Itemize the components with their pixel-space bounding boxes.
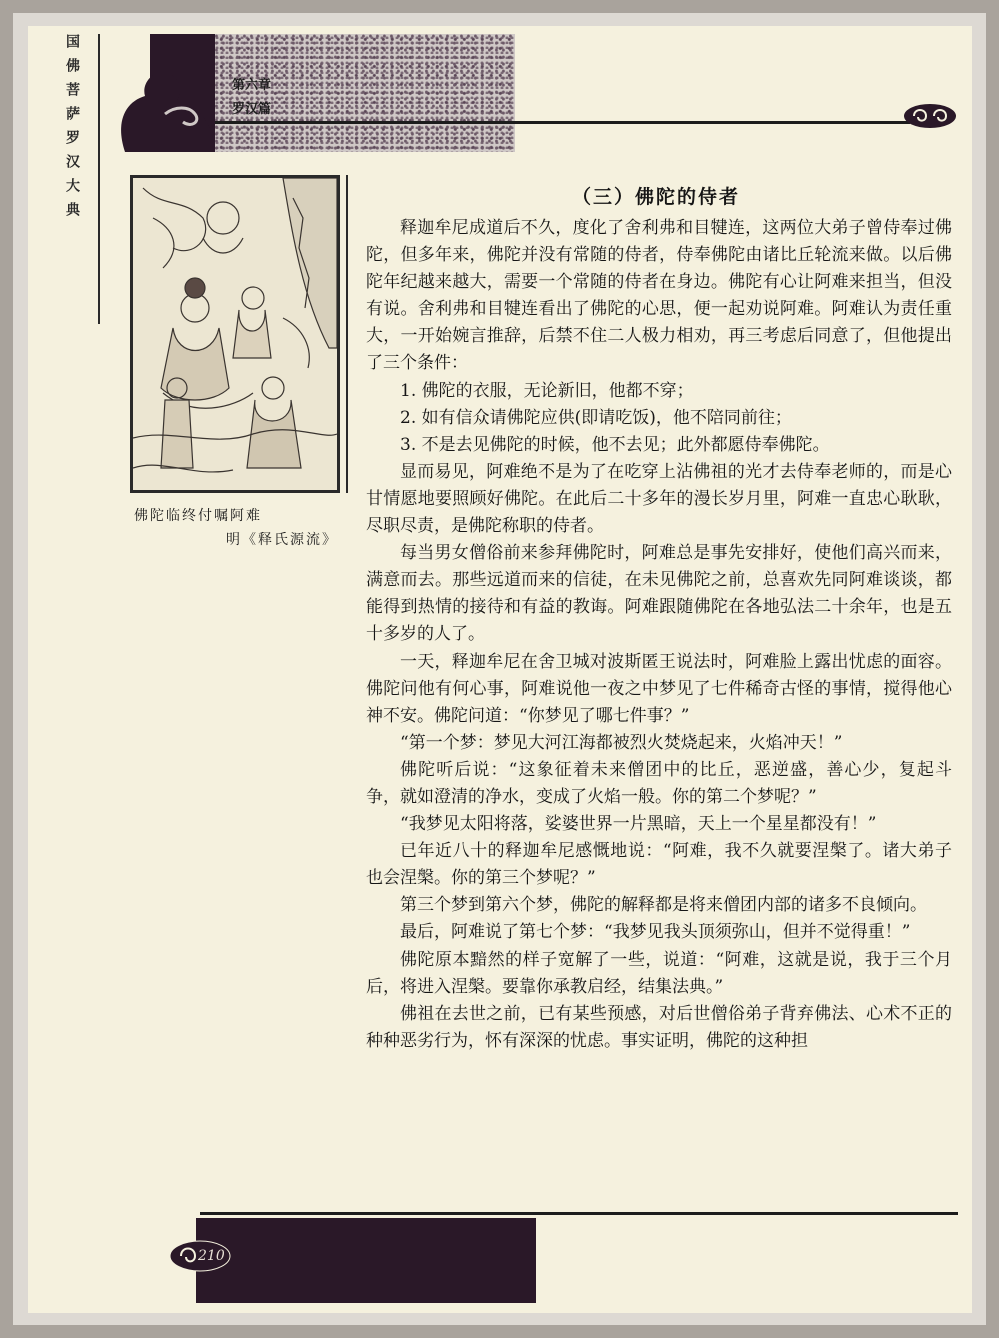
- paragraph: 最后，阿难说了第七个梦：“我梦见我头顶须弥山，但并不觉得重！”: [400, 922, 911, 943]
- list-item: 1. 佛陀的衣服，无论新旧，他都不穿；: [400, 380, 694, 401]
- monk-silhouette-icon: [105, 62, 225, 152]
- paragraph: 佛陀听后说：“这象征着未来僧团中的比丘，恶逆盛，善心少，复起斗争，就如澄清的净水，变成了火焰一般。你的第二个梦呢？”: [366, 759, 952, 807]
- figure-caption: 佛陀临终付嘱阿难: [134, 508, 262, 524]
- quote-paragraph: “第一个梦：梦见大河江海都被烈火焚烧起来，火焰冲天！”: [400, 732, 843, 753]
- cloud-ornament-icon: [900, 100, 960, 132]
- woodblock-illustration: [130, 175, 340, 493]
- paragraph: 释迦牟尼成道后不久，度化了舍利弗和目犍连，这两位大弟子曾侍奉过佛陀，但多年来，佛陀并没有常随的侍者，侍奉佛陀由诸比丘轮流来做。以后佛陀年纪越来越大，需要一个常随的侍者在身边。佛陀有心让阿难来担当，但没有说。舍利弗和目犍连看出了佛陀的心思，便一起劝说阿难。阿难认为责任重大，一开始婉言推辞，后禁不住二人极力相劝，再三考虑后同意了，但他提出了三个条件：: [366, 218, 952, 374]
- chapter-number: 第六章: [232, 78, 272, 93]
- chapter-title: 罗汉篇: [232, 102, 272, 117]
- list-item: 3. 不是去见佛陀的时候，他不去见；此外都愿侍奉佛陀。: [400, 434, 830, 455]
- side-strip: [52, 34, 100, 324]
- paragraph: 每当男女僧俗前来参拜佛陀时，阿难总是事先安排好，使他们高兴而来，满意而去。那些远道而来的信徒，在未见佛陀之前，总喜欢先同阿难谈谈，都能得到热情的接待和有益的教诲。阿难跟随佛陀在各地弘法二十余年，也是五十多岁的人了。: [366, 543, 952, 645]
- paragraph: 佛陀原本黯然的样子宽解了一些，说道：“阿难，这就是说，我于三个月后，将进入涅槃。要靠你承教启经，结集法典。”: [366, 949, 952, 997]
- list-item: 2. 如有信众请佛陀应供(即请吃饭)，他不陪同前往；: [400, 407, 792, 428]
- buddha-scene-image: [133, 178, 337, 490]
- page-number: 210: [198, 1248, 225, 1264]
- figure-source: 明《释氏源流》: [226, 532, 338, 548]
- footer-dark-block: [196, 1218, 536, 1303]
- footer-rule: [200, 1212, 958, 1215]
- figure-divider: [346, 175, 348, 493]
- header-rule: [215, 121, 910, 124]
- paragraph: 显而易见，阿难绝不是为了在吃穿上沾佛祖的光才去侍奉老师的，而是心甘情愿地要照顾好佛陀。在此后二十多年的漫长岁月里，阿难一直忠心耿耿，尽职尽责，是佛陀称职的侍者。: [366, 461, 952, 537]
- body-text: [366, 215, 952, 1055]
- paragraph: 已年近八十的释迦牟尼感慨地说：“阿难，我不久就要涅槃了。诸大弟子也会涅槃。你的第三个梦呢？”: [366, 841, 952, 889]
- paragraph: 佛祖在去世之前，已有某些预感，对后世僧俗弟子背弃佛法、心术不正的种种恶劣行为，怀有深深的忧虑。事实证明，佛陀的这种担: [366, 1003, 952, 1051]
- paragraph: 一天，释迦牟尼在舍卫城对波斯匿王说法时，阿难脸上露出忧虑的面容。佛陀问他有何心事，阿难说他一夜之中梦见了七件稀奇古怪的事情，搅得他心神不安。佛陀问道：“你梦见了哪七件事？”: [366, 651, 952, 726]
- section-title: （三）佛陀的侍者: [571, 186, 740, 208]
- quote-paragraph: “我梦见太阳将落，娑婆世界一片黑暗，天上一个星星都没有！”: [400, 814, 877, 835]
- book-series-title: 国佛菩萨罗汉大典: [64, 34, 80, 226]
- paragraph: 第三个梦到第六个梦，佛陀的解释都是将来僧团内部的诸多不良倾向。: [400, 895, 927, 916]
- chapter-label: [232, 74, 312, 122]
